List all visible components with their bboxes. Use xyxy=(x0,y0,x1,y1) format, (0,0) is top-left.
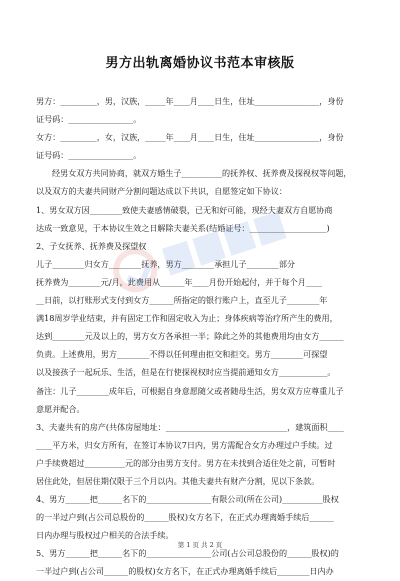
section-heading: 2、子女抚养、抚养费及探望权 xyxy=(36,240,147,251)
body-line: 以及接孩子一起玩乐、生活，但是在行使探视权时应当提前通知女方____________。 xyxy=(36,367,336,378)
body-line: 居住此处，但居住期仅限于三个月以内。其他夫妻共有财产分割，见以下条款。 xyxy=(36,475,320,486)
body-line: 备注：儿子________成年后，可根据自身意愿随父或者随母生活，男女双方应尊重儿子 xyxy=(36,385,344,396)
body-line: 日内办理与股权过户相关的合法手续。 xyxy=(36,530,174,541)
body-line: 负责。上述费用，男方________不得以任何理由拒交和拒交。男方________可探望 xyxy=(36,349,328,360)
body-line: ____平方米，归女方所有，在签订本协议7日内，男方需配合女方办理过户手续。过 xyxy=(36,439,333,450)
body-line: 儿子________归女方________抚养，男方________承担儿子________部分 xyxy=(36,258,296,269)
body-line: 一半过户到(占公司______的股权)女方名下，在正式办理离婚手续后________日内办 xyxy=(36,566,334,577)
body-line: 5、男方______把______名下的________________公司(占公司总股份的______股权)的 xyxy=(36,548,339,559)
document-title: 男方出轨离婚协议书范本审核版 xyxy=(105,56,295,71)
body-line: 达成一致意见，于本协议生效之日解除夫妻关系(结婚证号：___________________) xyxy=(36,222,330,233)
body-line: 以及双方的夫妻共同财产分割问题达成以下共识，自愿签定如下协议： xyxy=(36,186,287,197)
body-line: 男方：_________，男，汉族，_____年____月____日生，住址________________，身份 xyxy=(36,96,344,106)
body-line: 3、夫妻共有的房产(共体房屋地址：______________________________，建筑面积____ xyxy=(36,421,344,432)
page-footer: 第 1 页 共 2 页 xyxy=(177,541,223,549)
body-line: __日前，以打账形式支付到女方______所指定的银行账户上，直至儿子________年 xyxy=(36,295,328,306)
body-line: 抚养费为________元/月，此费用从______年____月份开始起付，并于每个月____ xyxy=(36,276,323,287)
body-line: 证号码：________________。 xyxy=(36,150,142,161)
document-body xyxy=(36,92,366,581)
body-line: 4、男方______把______名下的________________有限公司(所在公司)__________股权 xyxy=(36,494,339,505)
body-line: 达到________元及以上的，男方女方各承担一半；除此之外的其他费用均由女方______ xyxy=(36,331,344,342)
body-line: 女方：_________，女，汉族，_____年____月____日生，住址________________，身份 xyxy=(36,132,344,143)
body-line: 1、男女双方因________致使夫妻感情破裂，已无和好可能，现经夫妻双方自愿协商 xyxy=(36,204,333,215)
body-line: 户手续费超过__________元的部分由男方支付。男方在未找到合适住处之前，可暂时 xyxy=(36,457,336,468)
body-line: 的一半过户到(占公司总股份的______股权)女方名下，在正式办理离婚手续后______ xyxy=(36,512,334,523)
body-line: 证号码：________________。 xyxy=(36,114,142,125)
body-line: 经男女双方共同协商，就双方婚生子__________的抚养权、抚养费及探视权等问题， xyxy=(52,168,352,179)
body-line: 意愿并配合。 xyxy=(36,403,85,414)
body-line: 满18周岁学业结束，并有固定工作和固定收入为止；身体疾病等治疗所产生的费用， xyxy=(36,313,338,324)
